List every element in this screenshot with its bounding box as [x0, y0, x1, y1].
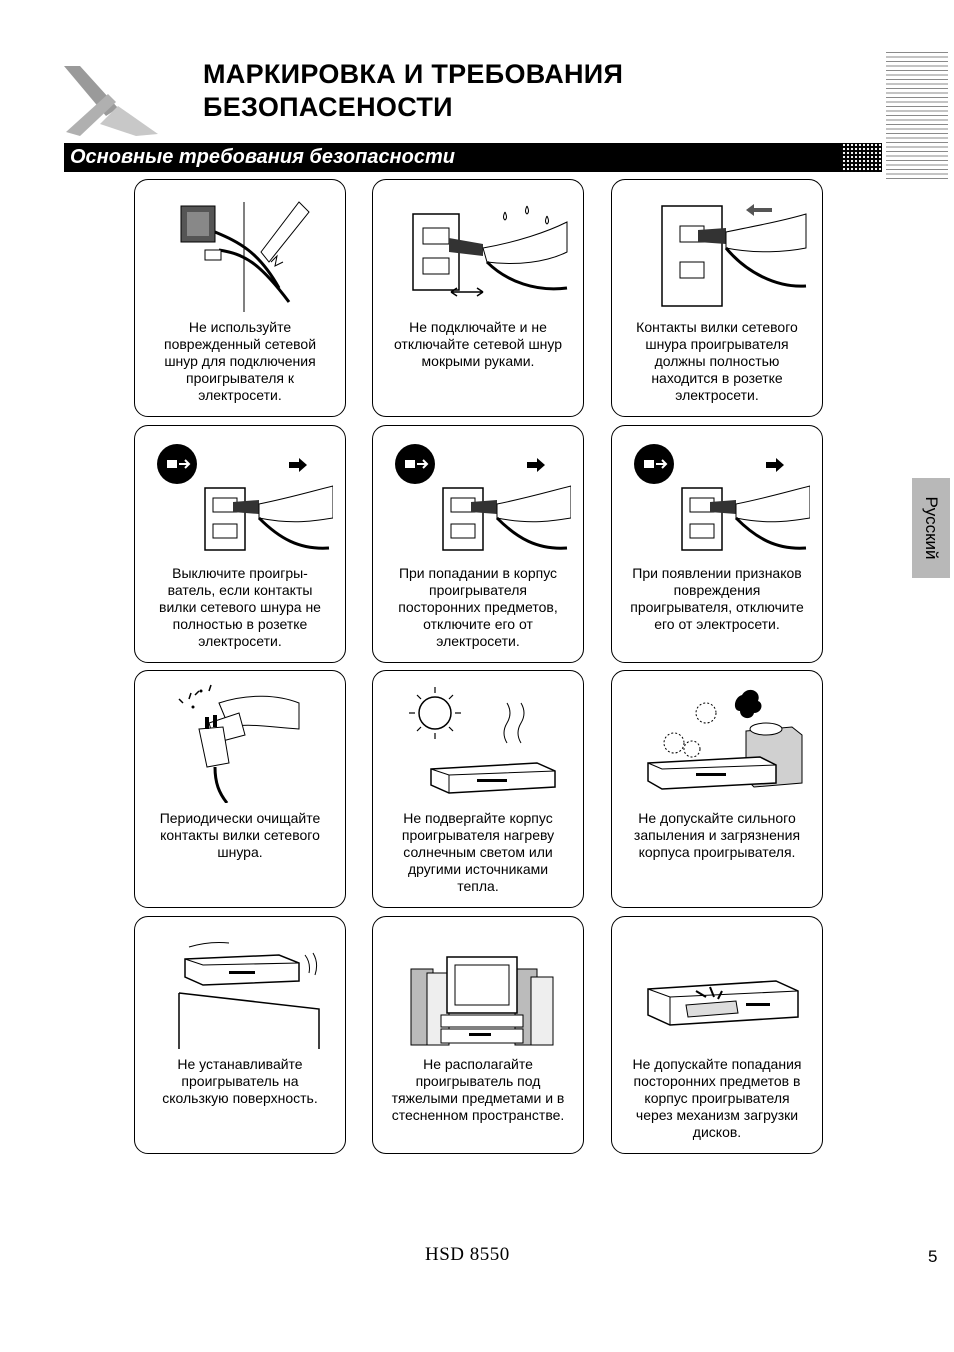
section-title: Основные требования безопасности [70, 146, 455, 168]
card-caption: Не подвергайте корпус проигрывателя нагреву солнечным светом или другими источниками тепла. [401, 810, 555, 894]
unplug-illustration [626, 438, 810, 558]
wet-hands-plug-illustration [387, 192, 571, 312]
card-caption: Периодически очищайте контакты вилки сетевого шнура. [159, 810, 321, 860]
card-caption: Не используйте поврежденный сетевой шнур для подключения проигрывателя к электросети. [163, 319, 317, 403]
unplug-illustration [387, 438, 571, 558]
language-tab-label: Русский [922, 496, 941, 560]
card-caption: При появлении признаков повреждения проигрывателя, отключите его от электросети. [630, 565, 804, 632]
damaged-cord-illustration [149, 192, 333, 312]
card-caption: При попадании в корпус проигрывателя посторонних предметов, отключите его от электросети. [398, 565, 558, 649]
safety-card [372, 425, 584, 663]
page-number: 5 [928, 1247, 938, 1266]
card-caption: Не допускайте сильного запыления и загрязнения корпуса проигрывателя. [633, 810, 801, 860]
card-caption: Не подключайте и не отключайте сетевой шнур мокрыми руками. [393, 319, 563, 369]
page-title [203, 58, 623, 124]
halftone-dots [842, 143, 882, 172]
card-caption: Контакты вилки сетевого шнура проигрывателя должны полностью находится в розетке электросети. [636, 319, 798, 403]
language-tab [912, 478, 950, 578]
safety-card [372, 916, 584, 1154]
safety-card [134, 179, 346, 417]
card-caption: Не располагайте проигрыватель под тяжелыми предметами и в стесненном пространстве. [391, 1056, 565, 1123]
decorative-stripes [886, 52, 948, 180]
brand-logo-x [62, 64, 162, 138]
title-line-1: МАРКИРОВКА И ТРЕБОВАНИЯ [203, 59, 624, 89]
safety-card [611, 670, 823, 908]
safety-card [134, 425, 346, 663]
safety-card [134, 916, 346, 1154]
section-header-bar [64, 143, 882, 172]
sun-heat-illustration [387, 683, 571, 803]
disc-tray-objects-illustration [626, 929, 810, 1049]
safety-card [611, 916, 823, 1154]
safety-card [372, 179, 584, 417]
card-caption: Выключите проигры- ватель, если контакты вилки сетевого шнура не полностью в розетке электросети. [159, 565, 321, 649]
slippery-surface-illustration [149, 929, 333, 1049]
safety-card [611, 425, 823, 663]
cramped-space-illustration [387, 929, 571, 1049]
safety-card [134, 670, 346, 908]
dust-humidifier-illustration [626, 683, 810, 803]
unplug-illustration [149, 438, 333, 558]
safety-card [611, 179, 823, 417]
title-line-2: БЕЗОПАСЕНОСТИ [203, 92, 453, 122]
card-caption: Не допускайте попадания посторонних предметов в корпус проигрывателя через механизм загрузки дисков. [632, 1056, 802, 1140]
card-caption: Не устанавливайте проигрыватель на скользкую поверхность. [162, 1056, 318, 1106]
safety-card [372, 670, 584, 908]
clean-plug-illustration [149, 683, 333, 803]
model-name: HSD 8550 [425, 1244, 510, 1265]
plug-fully-inserted-illustration [626, 192, 810, 312]
